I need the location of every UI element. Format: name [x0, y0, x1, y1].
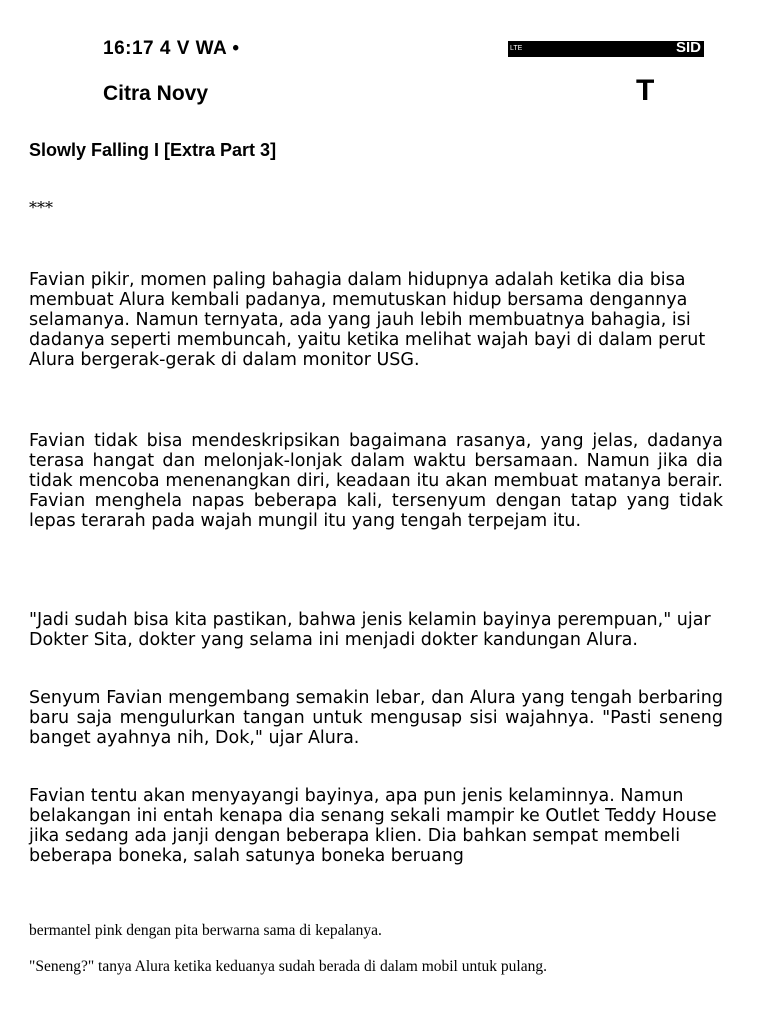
scene-separator: ***: [29, 198, 53, 217]
paragraph-4: Senyum Favian mengembang semakin lebar, dan Alura yang tengah berbaring baru saja mengulurkan tangan untuk mengusap sisi wajahnya. "Pasti seneng banget ayahnya nih, Dok," ujar Alura.: [29, 688, 723, 748]
paragraph-2: Favian tidak bisa mendeskripsikan bagaimana rasanya, yang jelas, dadanya terasa hangat dan melonjak-lonjak dalam waktu bersamaan. Namun jika dia tidak mencoba menenangkan diri, keadaan itu akan membuat matanya berair. Favian menghela napas beberapa kali, tersenyum dengan tatap yang tidak lepas terarah pada wajah mungil itu yang tengah terpejam itu.: [29, 431, 723, 531]
status-bar-info: 16:17 4 V WA •: [103, 38, 240, 59]
chapter-title: Slowly Falling I [Extra Part 3]: [29, 140, 277, 160]
author-name: Citra Novy: [103, 82, 209, 105]
paragraph-6: bermantel pink dengan pita berwarna sama di kepalanya.: [29, 922, 382, 939]
status-bar: [0, 0, 768, 70]
font-size-button[interactable]: T: [636, 74, 655, 107]
paragraph-7: "Seneng?" tanya Alura ketika keduanya sudah berada di dalam mobil untuk pulang.: [29, 958, 547, 975]
paragraph-1: Favian pikir, momen paling bahagia dalam hidupnya adalah ketika dia bisa membuat Alura kembali padanya, memutuskan hidup bersama dengannya selamanya. Namun ternyata, ada yang jauh lebih membuatnya bahagia, isi dadanya seperti membuncah, yaitu ketika melihat wajah bayi di dalam perut Alura bergerak-gerak di dalam monitor USG.: [29, 270, 706, 370]
sid-indicator: SID: [675, 39, 701, 56]
lte-indicator: LTE: [510, 45, 523, 52]
paragraph-5: Favian tentu akan menyayangi bayinya, apa pun jenis kelaminnya. Namun belakangan ini entah kenapa dia senang sekali mampir ke Outlet Teddy House jika sedang ada janji dengan beberapa klien. Dia bahkan sempat membeli beberapa boneka, salah satunya boneka beruang: [29, 786, 717, 866]
paragraph-3: "Jadi sudah bisa kita pastikan, bahwa jenis kelamin bayinya perempuan," ujar Dokter Sita, dokter yang selama ini menjadi dokter kandungan Alura.: [29, 610, 711, 650]
status-bar-signal-block: [508, 41, 704, 57]
